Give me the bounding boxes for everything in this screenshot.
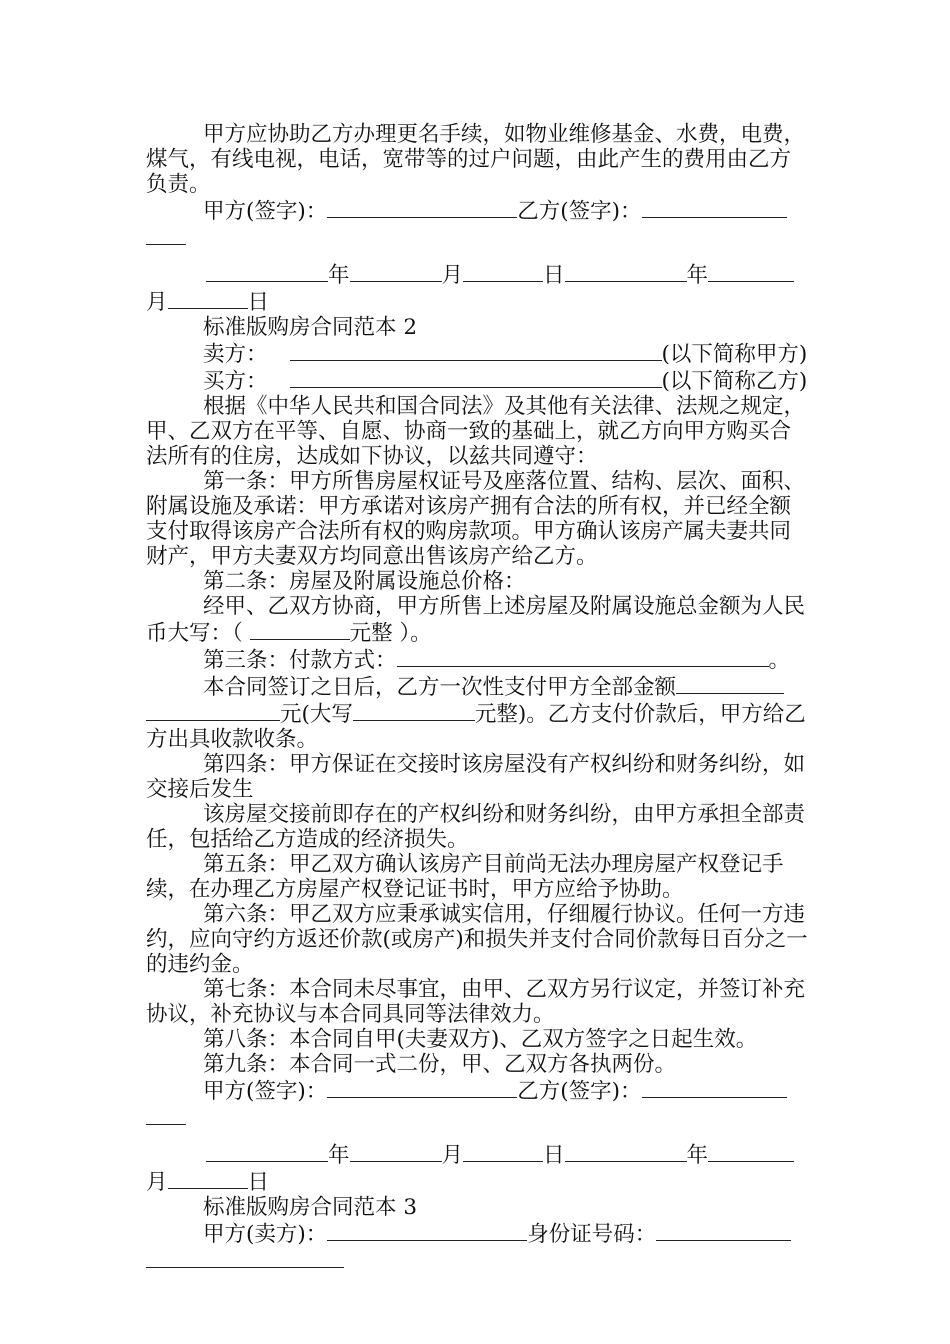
blank-line bbox=[353, 700, 475, 721]
article-5: 第五条：甲乙双方确认该房产目前尚无法办理房屋产权登记手续，在办理乙方房屋产权登记证书时，甲方应给予协助。 bbox=[146, 852, 784, 902]
blank-line bbox=[565, 261, 687, 282]
blank-line bbox=[463, 261, 543, 282]
blank-line bbox=[290, 367, 662, 388]
blank-line bbox=[168, 1168, 248, 1189]
payment-paragraph bbox=[146, 673, 808, 752]
signature-line-cont bbox=[146, 224, 808, 251]
party-a-sign-label: 甲方(签字)： bbox=[203, 199, 328, 224]
article-3 bbox=[146, 646, 808, 673]
section-title: 标准版购房合同范本 3 bbox=[203, 1195, 418, 1220]
signature-line bbox=[146, 1077, 808, 1104]
blank-line bbox=[290, 340, 662, 361]
buyer-suffix: (以下简称乙方) bbox=[661, 369, 808, 394]
id-number-label: 身份证号码： bbox=[527, 1222, 657, 1247]
article-1: 第一条：甲方所售房屋权证号及座落位置、结构、层次、面积、附属设施及承诺：甲方承诺对该房产拥有合法的所有权，并已经全额支付取得该房产合法所有权的购房款项。甲方确认该房产属夫妻共同财产，甲方夫妻双方均同意出售该房产给乙方。 bbox=[146, 469, 806, 569]
article-7: 第七条：本合同未尽事宜，由甲、乙双方另行议定，并签订补充协议，补充协议与本合同具同等法律效力。 bbox=[146, 977, 806, 1027]
seller-label: 卖方： bbox=[203, 342, 268, 367]
month-label: 月 bbox=[146, 1170, 168, 1195]
blank-line bbox=[146, 224, 186, 245]
document-page bbox=[146, 122, 808, 1274]
article-6: 第六条：甲乙双方应秉承诚实信用，仔细履行协议。任何一方违约，应向守约方返还价款(或房产)和损失并支付合同价款每日百分之一的违约金。 bbox=[146, 902, 808, 977]
month-label: 月 bbox=[146, 290, 168, 315]
year-label: 年 bbox=[328, 263, 350, 288]
article-8: 第八条：本合同自甲(夫妻双方)、乙双方签字之日起生效。 bbox=[203, 1027, 758, 1052]
month-label: 月 bbox=[441, 263, 464, 288]
article-2-text bbox=[146, 594, 808, 646]
article-3-label: 第三条：付款方式： bbox=[203, 648, 397, 673]
party-a-sign-label: 甲方(签字)： bbox=[203, 1079, 328, 1104]
party-a-line-cont bbox=[146, 1247, 808, 1274]
day-label: 日 bbox=[247, 290, 270, 315]
article-3-end: 。 bbox=[768, 648, 791, 673]
blank-line bbox=[397, 646, 769, 667]
blank-line bbox=[656, 1220, 791, 1241]
date-line-cont bbox=[146, 1168, 808, 1195]
year-label: 年 bbox=[686, 263, 709, 288]
article-9: 第九条：本合同一式二份，甲、乙双方各执两份。 bbox=[203, 1052, 677, 1077]
blank-line bbox=[146, 700, 280, 721]
blank-line bbox=[146, 1104, 186, 1125]
year-label: 年 bbox=[328, 1143, 350, 1168]
date-line bbox=[146, 261, 808, 288]
party-b-sign-label: 乙方(签字)： bbox=[517, 199, 642, 224]
blank-line bbox=[168, 288, 248, 309]
buyer-label: 买方： bbox=[203, 369, 268, 394]
blank-line bbox=[676, 673, 784, 694]
blank-line bbox=[463, 1141, 543, 1162]
blank-line bbox=[642, 197, 787, 218]
day-label: 日 bbox=[247, 1170, 270, 1195]
payment-text-a: 本合同签订之日后，乙方一次性支付甲方全部金额 bbox=[203, 675, 677, 700]
payment-text-b: 元(大写 bbox=[280, 702, 353, 727]
month-label: 月 bbox=[441, 1143, 464, 1168]
party-a-line bbox=[146, 1220, 808, 1247]
article-2-text-a: 经甲、乙双方协商，甲方所售上述房屋及附属设施总金额为人民币大写：（ bbox=[146, 594, 806, 646]
article-2-text-b: 元整 ）。 bbox=[349, 621, 432, 646]
blank-line bbox=[327, 1220, 527, 1241]
party-a-label: 甲方(卖方)： bbox=[203, 1222, 328, 1247]
blank-line bbox=[350, 1141, 442, 1162]
section-title: 标准版购房合同范本 2 bbox=[203, 315, 418, 340]
blank-line bbox=[708, 1141, 794, 1162]
blank-line bbox=[146, 1247, 344, 1268]
intro-paragraph: 根据《中华人民共和国合同法》及其他有关法律、法规之规定，甲、乙双方在平等、自愿、协商一致的基础上，就乙方向甲方购买合法所有的住房，达成如下协议，以兹共同遵守： bbox=[146, 394, 806, 469]
party-b-sign-label: 乙方(签字)： bbox=[517, 1079, 642, 1104]
blank-line bbox=[642, 1077, 787, 1098]
paragraph-transfer-duties: 甲方应协助乙方办理更名手续，如物业维修基金、水费，电费，煤气，有线电视，电话，宽带等的过户问题，由此产生的费用由乙方负责。 bbox=[146, 122, 806, 197]
day-label: 日 bbox=[543, 1143, 565, 1168]
seller-suffix: (以下简称甲方) bbox=[661, 342, 808, 367]
blank-line bbox=[250, 619, 350, 640]
year-label: 年 bbox=[686, 1143, 709, 1168]
blank-line bbox=[350, 261, 442, 282]
buyer-line bbox=[146, 367, 808, 394]
blank-line bbox=[565, 1141, 687, 1162]
article-4: 第四条：甲方保证在交接时该房屋没有产权纠纷和财务纠纷，如交接后发生 bbox=[146, 752, 806, 802]
blank-line bbox=[327, 197, 517, 218]
date-line-cont bbox=[146, 288, 808, 315]
blank-line bbox=[206, 261, 328, 282]
article-4-cont: 该房屋交接前即存在的产权纠纷和财务纠纷，由甲方承担全部责任，包括给乙方造成的经济损失。 bbox=[146, 802, 806, 852]
article-2: 第二条：房屋及附属设施总价格： bbox=[203, 569, 526, 594]
blank-line bbox=[327, 1077, 517, 1098]
blank-line bbox=[708, 261, 794, 282]
blank-line bbox=[206, 1141, 328, 1162]
payment-text-c: 元整)。乙方支付价款后，甲方给乙方出具收款收条。 bbox=[146, 702, 806, 752]
signature-line-cont bbox=[146, 1104, 808, 1131]
date-line bbox=[146, 1141, 808, 1168]
signature-line bbox=[146, 197, 808, 224]
day-label: 日 bbox=[543, 263, 565, 288]
seller-line bbox=[146, 340, 808, 367]
